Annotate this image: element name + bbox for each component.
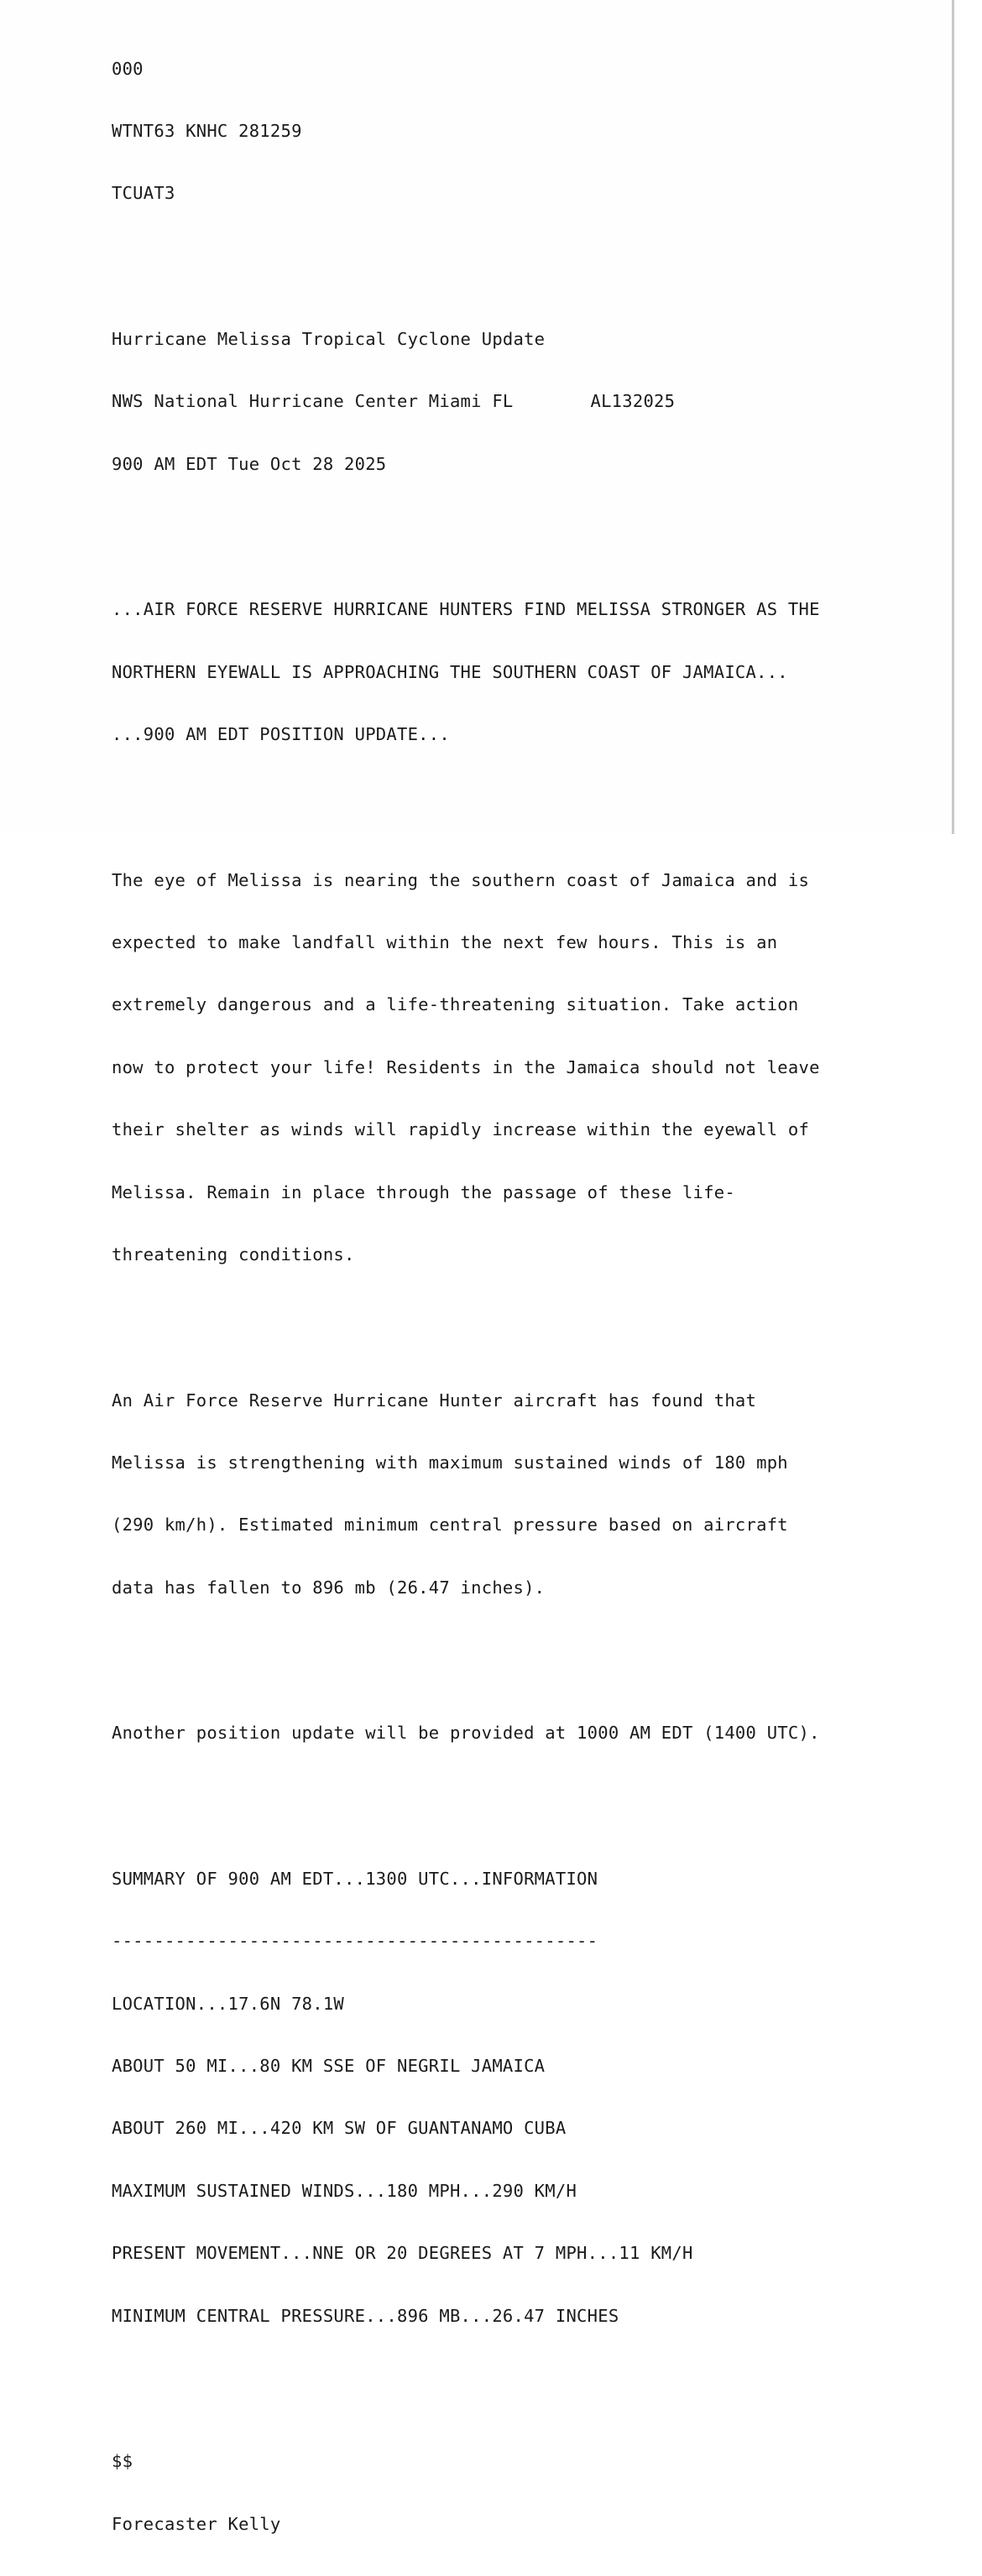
storm-id: AL132025 bbox=[590, 391, 676, 412]
blank-line bbox=[112, 246, 820, 267]
wmo-sequence: 000 bbox=[112, 58, 144, 79]
blank-line bbox=[112, 2368, 820, 2389]
paragraph-line: expected to make landfall within the next few hours. This is an bbox=[112, 932, 778, 953]
summary-distance-guantanamo: ABOUT 260 MI...420 KM SW OF GUANTANAMO CUBA bbox=[112, 2118, 567, 2139]
paragraph-line: Another position update will be provided at 1000 AM EDT (1400 UTC). bbox=[112, 1723, 820, 1744]
wmo-header: WTNT63 KNHC 281259 bbox=[112, 120, 302, 141]
paragraph-line: their shelter as winds will rapidly increase within the eyewall of bbox=[112, 1119, 810, 1140]
summary-heading: SUMMARY OF 900 AM EDT...1300 UTC...INFORMATION bbox=[112, 1868, 598, 1889]
issuing-office: NWS National Hurricane Center Miami FL bbox=[112, 391, 514, 412]
paragraph-line: Melissa. Remain in place through the passage of these life- bbox=[112, 1181, 735, 1202]
summary-location: LOCATION...17.6N 78.1W bbox=[112, 1993, 345, 2014]
issuing-office-line bbox=[112, 391, 820, 412]
issue-time: 900 AM EDT Tue Oct 28 2025 bbox=[112, 453, 387, 474]
paragraph-line: The eye of Melissa is nearing the southern coast of Jamaica and is bbox=[112, 869, 810, 890]
blank-line bbox=[112, 786, 820, 807]
headline-line: ...AIR FORCE RESERVE HURRICANE HUNTERS FIND MELISSA STRONGER AS THE bbox=[112, 599, 820, 620]
paragraph-line: extremely dangerous and a life-threatening situation. Take action bbox=[112, 994, 799, 1015]
awips-id: TCUAT3 bbox=[112, 183, 175, 204]
paragraph-line: threatening conditions. bbox=[112, 1244, 355, 1265]
paragraph-line: An Air Force Reserve Hurricane Hunter aircraft has found that bbox=[112, 1390, 757, 1411]
headline-line: ...900 AM EDT POSITION UPDATE... bbox=[112, 724, 450, 745]
blank-line bbox=[112, 516, 820, 537]
product-title: Hurricane Melissa Tropical Cyclone Update bbox=[112, 328, 546, 349]
paragraph-line: data has fallen to 896 mb (26.47 inches). bbox=[112, 1577, 546, 1598]
blank-line bbox=[112, 1306, 820, 1327]
blank-line bbox=[112, 1786, 820, 1807]
headline-line: NORTHERN EYEWALL IS APPROACHING THE SOUTHERN COAST OF JAMAICA... bbox=[112, 661, 788, 682]
scrollbar-track[interactable] bbox=[954, 0, 982, 834]
advisory-text bbox=[112, 17, 820, 2576]
summary-distance-negril: ABOUT 50 MI...80 KM SSE OF NEGRIL JAMAICA bbox=[112, 2056, 546, 2077]
summary-max-winds: MAXIMUM SUSTAINED WINDS...180 MPH...290 KM/H bbox=[112, 2180, 577, 2201]
summary-pressure: MINIMUM CENTRAL PRESSURE...896 MB...26.47 INCHES bbox=[112, 2305, 619, 2326]
paragraph-line: Melissa is strengthening with maximum sustained winds of 180 mph bbox=[112, 1452, 788, 1473]
blank-line bbox=[112, 1640, 820, 1661]
summary-movement: PRESENT MOVEMENT...NNE OR 20 DEGREES AT 7 MPH...11 KM/H bbox=[112, 2243, 693, 2264]
paragraph-line: now to protect your life! Residents in the Jamaica should not leave bbox=[112, 1056, 820, 1077]
summary-rule: ---------------------------------------------- bbox=[112, 1931, 598, 1952]
forecaster-name: Forecaster Kelly bbox=[112, 2513, 281, 2534]
paragraph-line: (290 km/h). Estimated minimum central pressure based on aircraft bbox=[112, 1515, 788, 1536]
product-terminator: $$ bbox=[112, 2451, 133, 2472]
